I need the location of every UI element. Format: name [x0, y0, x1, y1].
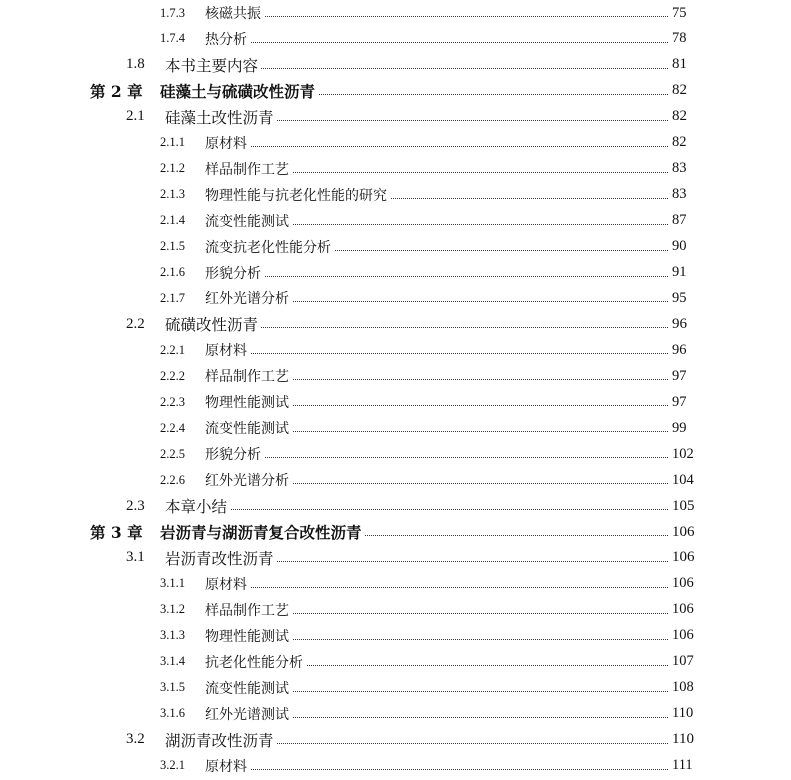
toc-entry-page: 106 — [672, 575, 694, 592]
toc-entry-number: 2.1 — [126, 108, 145, 125]
toc-entry — [0, 183, 791, 207]
toc-entry-page: 81 — [672, 56, 687, 73]
toc-entry — [0, 27, 791, 51]
toc-entry-page: 106 — [672, 549, 695, 566]
toc-entry-number: 3.1.5 — [160, 680, 185, 695]
toc-entry — [0, 416, 791, 440]
toc-entry-page: 106 — [672, 627, 694, 644]
toc-entry-number: 3.1.3 — [160, 628, 185, 643]
toc-entry-number: 2.1.7 — [160, 290, 185, 305]
toc-entry — [0, 79, 791, 103]
toc-leader-dots — [205, 146, 668, 147]
toc-entry-number: 3.1.4 — [160, 654, 185, 669]
toc-entry-page: 96 — [672, 341, 687, 358]
toc-entry-number: 2.1.4 — [160, 213, 185, 228]
toc-entry-title: 岩沥青与湖沥青复合改性沥青 — [160, 521, 365, 543]
toc-entry — [0, 650, 791, 674]
toc-entry-title: 流变抗老化性能分析 — [205, 237, 334, 257]
toc-entry-number: 2.1.2 — [160, 161, 185, 176]
toc-entry-page: 107 — [672, 653, 694, 670]
toc-entry-title: 形貌分析 — [205, 263, 264, 283]
toc-entry — [0, 494, 791, 518]
toc-entry-number: 2.2.3 — [160, 394, 185, 409]
toc-entry-title: 流变性能测试 — [205, 211, 292, 231]
toc-entry — [0, 728, 791, 752]
toc-leader-dots — [205, 353, 668, 354]
toc-entry-title: 硅藻土改性沥青 — [165, 106, 277, 128]
toc-entry-title: 红外光谱测试 — [205, 704, 292, 724]
toc-leader-dots — [205, 457, 668, 458]
toc-entry-number: 3.1.6 — [160, 706, 185, 721]
toc-entry — [0, 131, 791, 155]
toc-entry-page: 110 — [672, 731, 694, 748]
toc-entry — [0, 754, 791, 778]
toc-entry — [0, 520, 791, 544]
toc-entry — [0, 598, 791, 622]
toc-entry — [0, 105, 791, 129]
toc-entry-number: 3.1.2 — [160, 602, 185, 617]
toc-entry-title: 湖沥青改性沥青 — [165, 729, 277, 751]
toc-entry-page: 97 — [672, 367, 687, 384]
toc-entry-number: 2.1.3 — [160, 187, 185, 202]
toc-entry — [0, 312, 791, 336]
toc-entry-title: 硅藻土与硫磺改性沥青 — [160, 80, 318, 102]
toc-entry-page: 99 — [672, 419, 687, 436]
toc-entry-title: 热分析 — [205, 29, 250, 49]
toc-leader-dots — [205, 16, 668, 17]
toc-entry-page: 106 — [672, 601, 694, 618]
toc-leader-dots — [205, 276, 668, 277]
toc-entry-number: 3.2 — [126, 731, 145, 748]
toc-entry-title: 原材料 — [205, 574, 250, 594]
toc-entry-page: 82 — [672, 134, 687, 151]
toc-entry-page: 78 — [672, 30, 687, 47]
toc-entry-page: 104 — [672, 471, 694, 488]
toc-entry-number: 3.1 — [126, 549, 145, 566]
toc-entry — [0, 1, 791, 25]
toc-entry-number: 2.2.6 — [160, 472, 185, 487]
toc-entry-page: 82 — [672, 108, 687, 125]
toc-leader-dots — [205, 587, 668, 588]
toc-entry-title: 样品制作工艺 — [205, 159, 292, 179]
toc-entry-number: 1.8 — [126, 56, 145, 73]
toc-entry-title: 本章小结 — [165, 495, 230, 517]
toc-entry — [0, 676, 791, 700]
toc-entry-page: 110 — [672, 705, 694, 722]
toc-entry-number: 1.7.3 — [160, 5, 185, 20]
toc-entry-page: 111 — [672, 757, 693, 774]
toc-entry-title: 抗老化性能分析 — [205, 652, 306, 672]
toc-entry-title: 流变性能测试 — [205, 418, 292, 438]
toc-entry-title: 原材料 — [205, 340, 250, 360]
toc-entry — [0, 572, 791, 596]
toc-entry-number: 2.3 — [126, 497, 145, 514]
toc-entry — [0, 53, 791, 77]
toc-entry-page: 102 — [672, 445, 694, 462]
toc-entry-number: 2.1.6 — [160, 265, 185, 279]
toc-entry-page: 106 — [672, 523, 695, 540]
toc-entry — [0, 286, 791, 310]
toc-entry-title: 本书主要内容 — [165, 54, 261, 76]
toc-entry — [0, 235, 791, 259]
toc-entry-number: 第 3 章 — [90, 523, 143, 542]
toc-entry — [0, 390, 791, 414]
toc-entry-page: 90 — [672, 238, 687, 255]
toc-entry-number: 2.2.5 — [160, 446, 185, 461]
toc-entry-page: 97 — [672, 393, 687, 410]
toc-entry-number: 2.1.5 — [160, 239, 185, 254]
toc-entry — [0, 702, 791, 726]
toc-entry-number: 2.1.1 — [160, 135, 185, 150]
toc-entry-title: 形貌分析 — [205, 444, 264, 464]
toc-entry-number: 2.2.4 — [160, 420, 185, 435]
toc-entry-page: 95 — [672, 289, 687, 306]
toc-entry — [0, 624, 791, 648]
toc-entry-title: 流变性能测试 — [205, 678, 292, 698]
toc-entry-page: 75 — [672, 4, 687, 21]
toc-entry-page: 91 — [672, 264, 687, 280]
toc-entry-page: 82 — [672, 82, 687, 99]
toc-entry — [0, 442, 791, 466]
toc-entry-title: 原材料 — [205, 133, 250, 153]
toc-entry-title: 红外光谱分析 — [205, 470, 292, 490]
toc-entry-page: 108 — [672, 679, 694, 696]
toc-entry — [0, 364, 791, 388]
toc-entry-page: 96 — [672, 315, 687, 332]
toc-entry — [0, 546, 791, 570]
toc-entry-title: 物理性能与抗老化性能的研究 — [205, 185, 390, 205]
toc-entry-page: 83 — [672, 186, 687, 203]
toc-entry-page: 105 — [672, 497, 695, 514]
toc-entry — [0, 468, 791, 492]
toc-entry — [0, 157, 791, 181]
toc-entry — [0, 338, 791, 362]
toc-entry-title: 样品制作工艺 — [205, 600, 292, 620]
toc-entry-number: 3.1.1 — [160, 576, 185, 591]
toc-entry-title: 核磁共振 — [205, 3, 264, 23]
toc-entry-number: 1.7.4 — [160, 31, 185, 46]
toc-leader-dots — [205, 769, 668, 770]
toc-entry-number: 第 2 章 — [90, 81, 143, 101]
toc-entry-title: 物理性能测试 — [205, 626, 292, 646]
toc-entry-title: 红外光谱分析 — [205, 288, 292, 308]
toc-entry — [0, 261, 791, 285]
toc-entry-number: 3.2.1 — [160, 758, 185, 773]
toc-entry-number: 2.2.1 — [160, 342, 185, 357]
toc-entry-title: 样品制作工艺 — [205, 366, 292, 386]
toc-entry-number: 2.2 — [126, 315, 145, 332]
toc-leader-dots — [165, 509, 668, 510]
toc-entry-page: 87 — [672, 212, 687, 229]
toc-entry-number: 2.2.2 — [160, 368, 185, 383]
toc-leader-dots — [205, 42, 668, 43]
toc-entry-page: 83 — [672, 160, 687, 177]
toc-entry — [0, 209, 791, 233]
toc-entry-title: 原材料 — [205, 756, 250, 776]
toc-entry-title: 物理性能测试 — [205, 392, 292, 412]
toc-entry-title: 岩沥青改性沥青 — [165, 547, 277, 569]
toc-entry-title: 硫磺改性沥青 — [165, 313, 261, 335]
